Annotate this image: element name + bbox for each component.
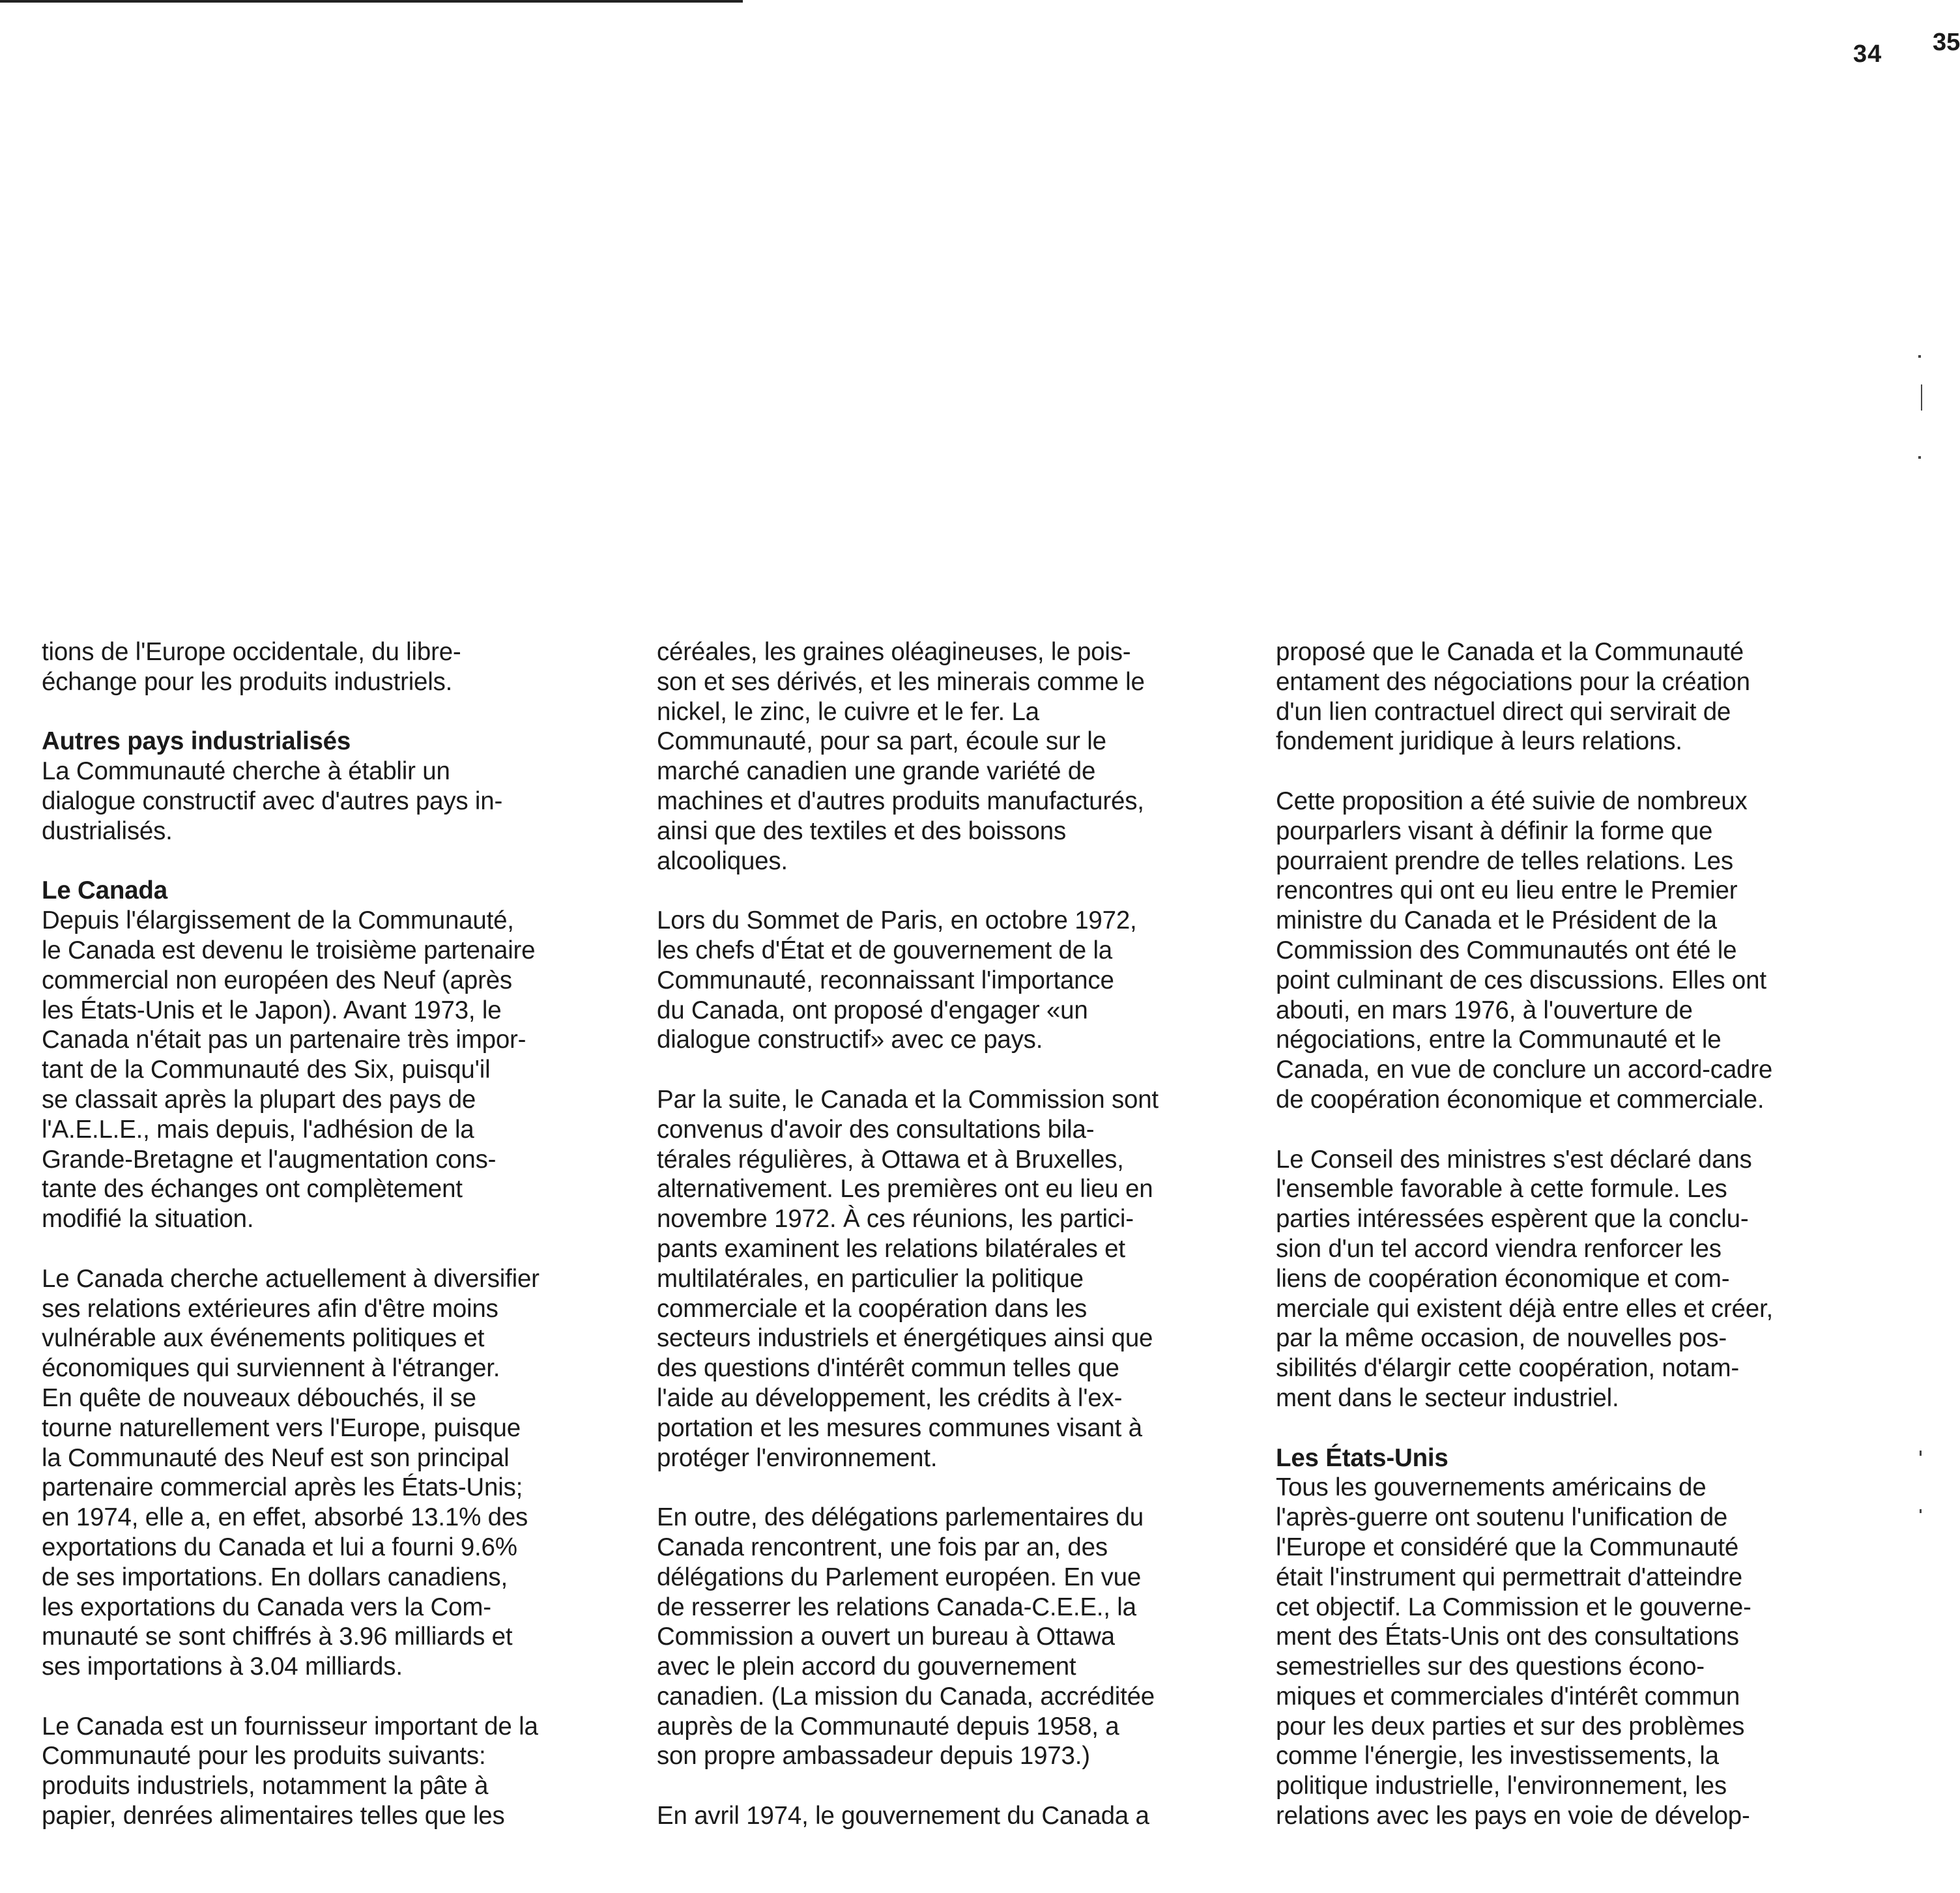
text-line: Commission des Communautés ont été le — [1276, 936, 1737, 964]
text-line: se classait après la plupart des pays de — [42, 1085, 476, 1114]
text-line: alcooliques. — [657, 846, 788, 875]
text-line: par la même occasion, de nouvelles pos- — [1276, 1324, 1727, 1353]
text-line: entament des négociations pour la création — [1276, 667, 1750, 696]
text-column-1 — [42, 637, 628, 1831]
scan-mark — [1920, 1451, 1922, 1456]
text-line: tante des échanges ont complètement — [42, 1175, 463, 1204]
scan-mark — [1920, 1509, 1922, 1513]
text-line: pants examinent les relations bilatérales et — [657, 1234, 1125, 1263]
text-line: relations avec les pays en voie de dévelop- — [1276, 1802, 1750, 1830]
text-line: liens de coopération économique et com- — [1276, 1264, 1730, 1293]
text-line: En avril 1974, le gouvernement du Canada a — [657, 1802, 1149, 1830]
text-line: de resserrer les relations Canada-C.E.E., la — [657, 1593, 1136, 1621]
text-line: échange pour les produits industriels. — [42, 667, 453, 696]
text-line: fondement juridique à leurs relations. — [1276, 727, 1682, 756]
text-line: ses importations à 3.04 milliards. — [42, 1653, 403, 1681]
text-line: politique industrielle, l'environnement, les — [1276, 1772, 1727, 1800]
text-line: canadien. (La mission du Canada, accréditée — [657, 1682, 1155, 1711]
text-line: les chefs d'État et de gouvernement de la — [657, 936, 1113, 964]
text-line: tions de l'Europe occidentale, du libre- — [42, 638, 461, 666]
text-line: exportations du Canada et lui a fourni 9.6% — [42, 1533, 517, 1561]
text-line: tourne naturellement vers l'Europe, puisque — [42, 1413, 521, 1442]
text-line: munauté se sont chiffrés à 3.96 milliards et — [42, 1623, 513, 1651]
text-line: les États-Unis et le Japon). Avant 1973, le — [42, 996, 502, 1024]
text-line: novembre 1972. À ces réunions, les partici- — [657, 1205, 1134, 1234]
text-line: térales régulières, à Ottawa et à Bruxelles, — [657, 1145, 1124, 1174]
text-line: l'A.E.L.E., mais depuis, l'adhésion de la — [42, 1115, 474, 1144]
text-line: cet objectif. La Commission et le gouverne- — [1276, 1593, 1751, 1621]
text-line: produits industriels, notamment la pâte à — [42, 1772, 489, 1800]
paragraph — [1276, 787, 1862, 1115]
section-heading: Les États-Unis — [1276, 1443, 1448, 1472]
paragraph — [657, 637, 1243, 876]
text-line: l'après-guerre ont soutenu l'unification de — [1276, 1503, 1728, 1532]
text-line: son et ses dérivés, et les minerais comme le — [657, 667, 1145, 696]
text-line: En quête de nouveaux débouchés, il se — [42, 1383, 476, 1412]
section-heading: Autres pays industrialisés — [42, 727, 351, 756]
scan-mark — [1918, 355, 1921, 358]
text-line: Le Canada est un fournisseur important de la — [42, 1712, 538, 1741]
text-line: vulnérable aux événements politiques et — [42, 1324, 485, 1353]
section-heading: Le Canada — [42, 876, 167, 905]
next-page-number: 35 — [1933, 29, 1960, 56]
text-line: Cette proposition a été suivie de nombreux — [1276, 787, 1748, 815]
text-line: commerciale et la coopération dans les — [657, 1294, 1088, 1323]
text-line: l'Europe et considéré que la Communauté — [1276, 1533, 1739, 1561]
text-line: proposé que le Canada et la Communauté — [1276, 638, 1744, 666]
text-line: Communauté pour les produits suivants: — [42, 1742, 486, 1770]
text-column-2 — [657, 637, 1243, 1831]
text-line: délégations du Parlement européen. En vue — [657, 1563, 1142, 1591]
text-line: protéger l'environnement. — [657, 1443, 938, 1472]
text-line: parties intéressées espèrent que la conclu- — [1276, 1205, 1749, 1234]
text-line: pourparlers visant à définir la forme que — [1276, 816, 1713, 845]
paragraph — [657, 906, 1243, 1055]
text-line: multilatérales, en particulier la politique — [657, 1264, 1084, 1293]
text-line: d'un lien contractuel direct qui servirait de — [1276, 697, 1731, 726]
text-line: Le Canada cherche actuellement à diversifier — [42, 1264, 540, 1293]
text-line: ministre du Canada et le Président de la — [1276, 906, 1717, 935]
paragraph — [1276, 637, 1862, 757]
text-line: En outre, des délégations parlementaires du — [657, 1503, 1144, 1532]
text-line: ment dans le secteur industriel. — [1276, 1383, 1619, 1412]
text-line: céréales, les graines oléagineuses, le pois- — [657, 638, 1131, 666]
text-line: en 1974, elle a, en effet, absorbé 13.1% des — [42, 1503, 528, 1532]
text-line: ses relations extérieures afin d'être moins — [42, 1294, 498, 1323]
text-line: de coopération économique et commerciale. — [1276, 1085, 1765, 1114]
text-line: Par la suite, le Canada et la Commission sont — [657, 1085, 1159, 1114]
text-line: marché canadien une grande variété de — [657, 757, 1096, 786]
text-line: tant de la Communauté des Six, puisqu'il — [42, 1056, 491, 1084]
scan-mark — [1918, 456, 1921, 459]
text-line: les exportations du Canada vers la Com- — [42, 1593, 491, 1621]
text-line: Commission a ouvert un bureau à Ottawa — [657, 1623, 1115, 1651]
text-line: avec le plein accord du gouvernement — [657, 1653, 1076, 1681]
text-line: l'aide au développement, les crédits à l'ex- — [657, 1383, 1123, 1412]
text-line: Canada n'était pas un partenaire très impor- — [42, 1026, 526, 1054]
text-line: auprès de la Communauté depuis 1958, a — [657, 1712, 1119, 1741]
text-line: dialogue constructif» avec ce pays. — [657, 1026, 1043, 1054]
paragraph — [657, 1085, 1243, 1473]
text-line: papier, denrées alimentaires telles que les — [42, 1802, 505, 1830]
paragraph — [42, 876, 628, 1234]
text-line: la Communauté des Neuf est son principal — [42, 1443, 510, 1472]
text-line: était l'instrument qui permettrait d'atteindre — [1276, 1563, 1742, 1591]
text-line: comme l'énergie, les investissements, la — [1276, 1742, 1719, 1770]
text-line: économiques qui surviennent à l'étranger. — [42, 1354, 500, 1383]
text-line: ainsi que des textiles et des boissons — [657, 816, 1067, 845]
text-line: semestrielles sur des questions écono- — [1276, 1653, 1705, 1681]
text-line: dustrialisés. — [42, 816, 173, 845]
text-line: dialogue constructif avec d'autres pays in- — [42, 787, 503, 815]
text-line: Tous les gouvernements américains de — [1276, 1473, 1707, 1502]
text-line: son propre ambassadeur depuis 1973.) — [657, 1742, 1090, 1770]
text-line: Canada rencontrent, une fois par an, des — [657, 1533, 1108, 1561]
text-line: Grande-Bretagne et l'augmentation cons- — [42, 1145, 497, 1174]
text-line: sibilités d'élargir cette coopération, notam- — [1276, 1354, 1739, 1383]
text-line: Communauté, reconnaissant l'importance — [657, 966, 1114, 994]
text-line: Canada, en vue de conclure un accord-cadre — [1276, 1056, 1773, 1084]
text-line: partenaire commercial après les États-Unis; — [42, 1473, 523, 1502]
paragraph — [657, 1801, 1243, 1831]
text-line: Communauté, pour sa part, écoule sur le — [657, 727, 1106, 756]
text-line: alternativement. Les premières ont eu lieu en — [657, 1175, 1153, 1204]
paragraph — [1276, 1443, 1862, 1831]
text-line: des questions d'intérêt commun telles que — [657, 1354, 1119, 1383]
text-line: négociations, entre la Communauté et le — [1276, 1026, 1722, 1054]
text-line: point culminant de ces discussions. Elles ont — [1276, 966, 1766, 994]
text-column-3 — [1276, 637, 1862, 1831]
paragraph — [42, 1264, 628, 1682]
text-line: miques et commerciales d'intérêt commun — [1276, 1682, 1740, 1711]
paragraph — [42, 727, 628, 846]
text-line: Depuis l'élargissement de la Communauté, — [42, 906, 514, 935]
text-line: Le Conseil des ministres s'est déclaré dans — [1276, 1145, 1752, 1174]
text-line: ment des États-Unis ont des consultations — [1276, 1623, 1739, 1651]
text-line: modifié la situation. — [42, 1205, 254, 1234]
text-line: le Canada est devenu le troisième partenaire — [42, 936, 536, 964]
paragraph — [657, 1503, 1243, 1771]
text-line: de ses importations. En dollars canadiens, — [42, 1563, 508, 1591]
text-line: machines et d'autres produits manufacturés, — [657, 787, 1144, 815]
text-line: du Canada, ont proposé d'engager «un — [657, 996, 1088, 1024]
text-line: convenus d'avoir des consultations bila- — [657, 1115, 1095, 1144]
paragraph — [42, 637, 628, 697]
text-line: secteurs industriels et énergétiques ainsi que — [657, 1324, 1153, 1353]
page-number: 34 — [1853, 40, 1882, 68]
text-line: Lors du Sommet de Paris, en octobre 1972, — [657, 906, 1137, 935]
text-line: portation et les mesures communes visant à — [657, 1413, 1142, 1442]
text-line: pour les deux parties et sur des problèmes — [1276, 1712, 1745, 1741]
text-line: nickel, le zinc, le cuivre et le fer. La — [657, 697, 1039, 726]
text-line: pourraient prendre de telles relations. Les — [1276, 846, 1733, 875]
scan-mark — [1921, 384, 1922, 411]
top-rule — [0, 0, 743, 3]
text-line: La Communauté cherche à établir un — [42, 757, 450, 786]
text-line: commercial non européen des Neuf (après — [42, 966, 512, 994]
text-line: merciale qui existent déjà entre elles et créer, — [1276, 1294, 1773, 1323]
text-line: abouti, en mars 1976, à l'ouverture de — [1276, 996, 1693, 1024]
text-line: sion d'un tel accord viendra renforcer les — [1276, 1234, 1722, 1263]
text-line: rencontres qui ont eu lieu entre le Premier — [1276, 876, 1738, 905]
paragraph — [1276, 1145, 1862, 1413]
text-line: l'ensemble favorable à cette formule. Les — [1276, 1175, 1727, 1204]
paragraph — [42, 1712, 628, 1831]
